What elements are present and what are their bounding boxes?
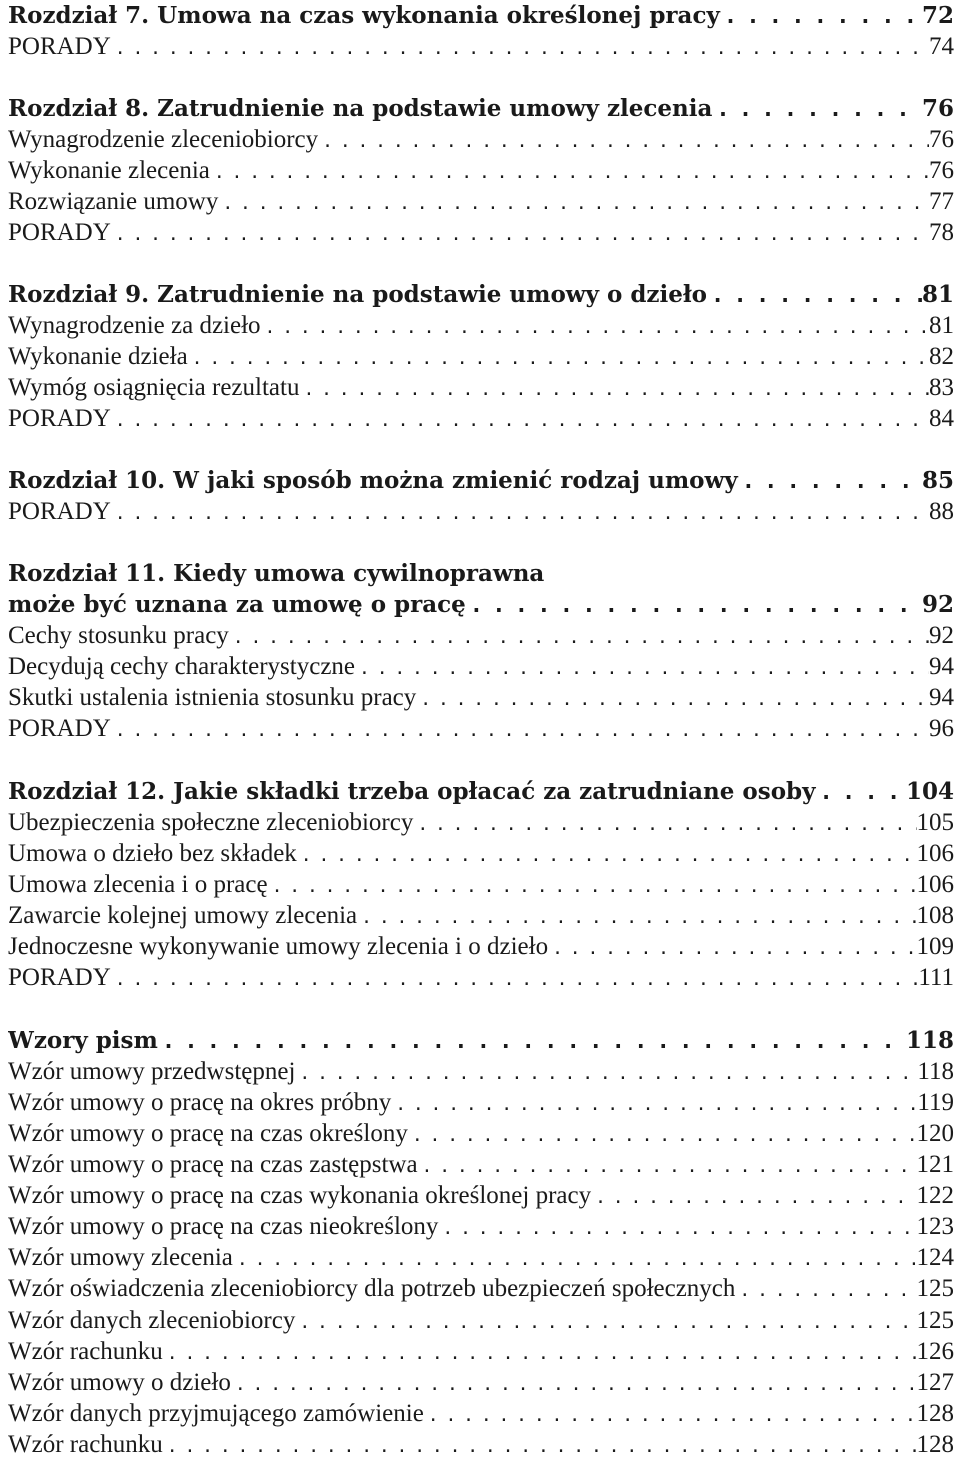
dot-leader (158, 1026, 906, 1056)
chapter-title: Rozdział 7. Umowa na czas wykonania określonej pracy (8, 2, 720, 29)
page-number: 78 (929, 219, 954, 246)
dot-leader (295, 1058, 917, 1087)
toc-entry-row[interactable] (8, 310, 954, 341)
toc-chapter-row[interactable] (8, 93, 954, 124)
dot-leader (413, 809, 916, 838)
dot-leader (163, 1431, 917, 1460)
entry-title: PORADY (8, 964, 111, 991)
entry-title: Ubezpieczenia społeczne zleceniobiorcy (8, 809, 414, 836)
toc-chapter-row[interactable] (8, 776, 954, 807)
entry-title: Wzór umowy o pracę na czas określony (8, 1120, 408, 1147)
page-number: 120 (916, 1120, 954, 1147)
page-number: 121 (916, 1151, 954, 1178)
dot-leader (591, 1182, 916, 1211)
page-number: 127 (916, 1369, 954, 1396)
page-number: 123 (916, 1213, 954, 1240)
page-number: 77 (929, 188, 954, 215)
toc-chapter-row[interactable] (8, 1025, 954, 1056)
entry-title: Wzór rachunku (8, 1431, 163, 1458)
dot-leader (408, 1120, 917, 1149)
toc-entry-row[interactable] (8, 1398, 954, 1429)
toc-entry-row[interactable] (8, 1336, 954, 1367)
dot-leader (261, 312, 929, 341)
page-number: 76 (921, 95, 954, 122)
dot-leader (111, 498, 929, 527)
chapter-heading-line1: Rozdział 11. Kiedy umowa cywilnoprawna (8, 560, 545, 587)
page-number: 128 (916, 1431, 954, 1458)
entry-title: Skutki ustalenia istnienia stosunku pracy (8, 684, 417, 711)
toc-entry-row[interactable] (8, 807, 954, 838)
toc-entry-row[interactable] (8, 620, 954, 651)
entry-title: Wzór umowy o pracę na czas nieokreślony (8, 1213, 439, 1240)
page-number: 122 (916, 1182, 954, 1209)
entry-title: Cechy stosunku pracy (8, 622, 229, 649)
toc-entry-row[interactable] (8, 341, 954, 372)
page-number: 109 (916, 933, 954, 960)
dot-leader (229, 622, 929, 651)
page-number: 126 (916, 1338, 954, 1365)
page-number: 76 (929, 126, 954, 153)
dot-leader (188, 343, 929, 372)
toc-entry-row[interactable] (8, 1429, 954, 1460)
dot-leader (548, 933, 916, 962)
toc-chapter-row[interactable] (8, 589, 954, 620)
page-number: 111 (918, 964, 954, 991)
toc-entry-row[interactable] (8, 1305, 954, 1336)
toc-entry-row[interactable] (8, 1242, 954, 1273)
toc-entry-row[interactable] (8, 124, 954, 155)
page-number: 124 (916, 1244, 954, 1271)
page-number: 94 (929, 684, 954, 711)
entry-title: Wzór umowy zlecenia (8, 1244, 233, 1271)
toc-entry-row[interactable] (8, 1056, 954, 1087)
entry-title: Wzór umowy o pracę na okres próbny (8, 1089, 392, 1116)
toc-entry-row[interactable] (8, 869, 954, 900)
toc-entry-row[interactable] (8, 651, 954, 682)
toc-entry-row[interactable] (8, 372, 954, 403)
dot-leader (712, 94, 922, 124)
dot-leader (416, 684, 929, 713)
dot-leader (268, 871, 917, 900)
dot-leader (218, 188, 929, 217)
dot-leader (111, 219, 929, 248)
page-number: 84 (929, 405, 954, 432)
entry-title: Wzór umowy o pracę na czas wykonania określonej pracy (8, 1182, 592, 1209)
chapter-title: może być uznana za umowę o pracę (8, 591, 466, 618)
dot-leader (210, 157, 929, 186)
dot-leader (111, 964, 919, 993)
dot-leader (418, 1151, 917, 1180)
dot-leader (815, 777, 906, 807)
dot-leader (111, 715, 929, 744)
entry-title: Wzór danych przyjmującego zamówienie (8, 1400, 424, 1427)
entry-title: Wzór oświadczenia zleceniobiorcy dla potrzeb ubezpieczeń społecznych (8, 1275, 736, 1302)
dot-leader (357, 902, 916, 931)
dot-leader (233, 1244, 917, 1273)
entry-title: PORADY (8, 405, 111, 432)
entry-title: Rozwiązanie umowy (8, 188, 219, 215)
entry-title: PORADY (8, 33, 111, 60)
dot-leader (707, 280, 922, 310)
page-number: 118 (917, 1058, 954, 1085)
toc-entry-row[interactable] (8, 713, 954, 744)
toc-entry-row[interactable] (8, 217, 954, 248)
chapter-title: Wzory pism (8, 1027, 158, 1054)
toc-entry-row[interactable] (8, 1149, 954, 1180)
chapter-title: Rozdział 10. W jaki sposób można zmienić rodzaj umowy (8, 467, 738, 494)
chapter-title: Rozdział 12. Jakie składki trzeba opłacać za zatrudniane osoby (8, 778, 816, 805)
dot-leader (318, 126, 929, 155)
dot-leader (738, 466, 922, 496)
page-number: 92 (929, 622, 954, 649)
toc-entry-row[interactable] (8, 1087, 954, 1118)
dot-leader (355, 653, 929, 682)
dot-leader (299, 374, 929, 403)
toc-entry-row[interactable] (8, 838, 954, 869)
page-number: 81 (921, 281, 954, 308)
toc-entry-row[interactable] (8, 403, 954, 434)
entry-title: Umowa zlecenia i o pracę (8, 871, 268, 898)
toc-entry-row[interactable] (8, 1180, 954, 1211)
toc-entry-row[interactable] (8, 962, 954, 993)
page-number: 104 (905, 778, 954, 805)
entry-title: Wymóg osiągnięcia rezultatu (8, 374, 300, 401)
page-number: 74 (929, 33, 954, 60)
page-number: 83 (929, 374, 954, 401)
chapter-title: Rozdział 9. Zatrudnienie na podstawie umowy o dzieło (8, 281, 708, 308)
page-number: 72 (921, 2, 954, 29)
toc-entry-row[interactable] (8, 31, 954, 62)
toc-entry-row[interactable] (8, 931, 954, 962)
entry-title: Umowa o dzieło bez składek (8, 840, 297, 867)
toc-chapter-row[interactable] (8, 0, 954, 31)
toc-entry-row[interactable] (8, 900, 954, 931)
chapter-title: Rozdział 8. Zatrudnienie na podstawie umowy zlecenia (8, 95, 713, 122)
toc-chapter-row[interactable] (8, 279, 954, 310)
dot-leader (720, 1, 922, 31)
page-number: 81 (929, 312, 954, 339)
page-number: 76 (929, 157, 954, 184)
page-number: 125 (916, 1307, 954, 1334)
toc-entry-row[interactable] (8, 155, 954, 186)
dot-leader (163, 1338, 917, 1367)
dot-leader (111, 33, 929, 62)
page-number: 106 (916, 871, 954, 898)
toc-entry-row[interactable] (8, 186, 954, 217)
page-number: 96 (929, 715, 954, 742)
page-number: 94 (929, 653, 954, 680)
entry-title: Decydują cechy charakterystyczne (8, 653, 356, 680)
dot-leader (424, 1400, 917, 1429)
dot-leader (231, 1369, 917, 1398)
dot-leader (438, 1213, 916, 1242)
toc-entry-row[interactable] (8, 1211, 954, 1242)
page-number: 82 (929, 343, 954, 370)
toc-entry-row[interactable] (8, 1367, 954, 1398)
entry-title: Zawarcie kolejnej umowy zlecenia (8, 902, 358, 929)
page-number: 92 (921, 591, 954, 618)
dot-leader (391, 1089, 917, 1118)
entry-title: Wzór rachunku (8, 1338, 163, 1365)
entry-title: Wzór umowy o dzieło (8, 1369, 231, 1396)
entry-title: Wzór umowy przedwstępnej (8, 1058, 296, 1085)
toc-entry-row[interactable] (8, 1118, 954, 1149)
dot-leader (466, 590, 922, 620)
dot-leader (295, 1307, 916, 1336)
entry-title: Jednoczesne wykonywanie umowy zlecenia i o dzieło (8, 933, 549, 960)
page-number: 88 (929, 498, 954, 525)
page-number: 106 (916, 840, 954, 867)
dot-leader (297, 840, 917, 869)
page-number: 105 (916, 809, 954, 836)
toc-entry-row[interactable] (8, 682, 954, 713)
page-number: 108 (916, 902, 954, 929)
page-number: 125 (916, 1275, 954, 1302)
page-number: 119 (917, 1089, 954, 1116)
toc-entry-row[interactable] (8, 1273, 954, 1304)
page-number: 85 (921, 467, 954, 494)
entry-title: Wynagrodzenie zleceniobiorcy (8, 126, 319, 153)
entry-title: PORADY (8, 498, 111, 525)
page-number: 128 (916, 1400, 954, 1427)
entry-title: Wynagrodzenie za dzieło (8, 312, 261, 339)
entry-title: Wykonanie zlecenia (8, 157, 210, 184)
entry-title: PORADY (8, 219, 111, 246)
entry-title: Wzór umowy o pracę na czas zastępstwa (8, 1151, 418, 1178)
page-number: 118 (905, 1027, 954, 1054)
dot-leader (111, 405, 929, 434)
entry-title: Wykonanie dzieła (8, 343, 188, 370)
dot-leader (735, 1275, 916, 1304)
entry-title: PORADY (8, 715, 111, 742)
toc-chapter-row[interactable] (8, 465, 954, 496)
entry-title: Wzór danych zleceniobiorcy (8, 1307, 296, 1334)
toc-entry-row[interactable] (8, 496, 954, 527)
